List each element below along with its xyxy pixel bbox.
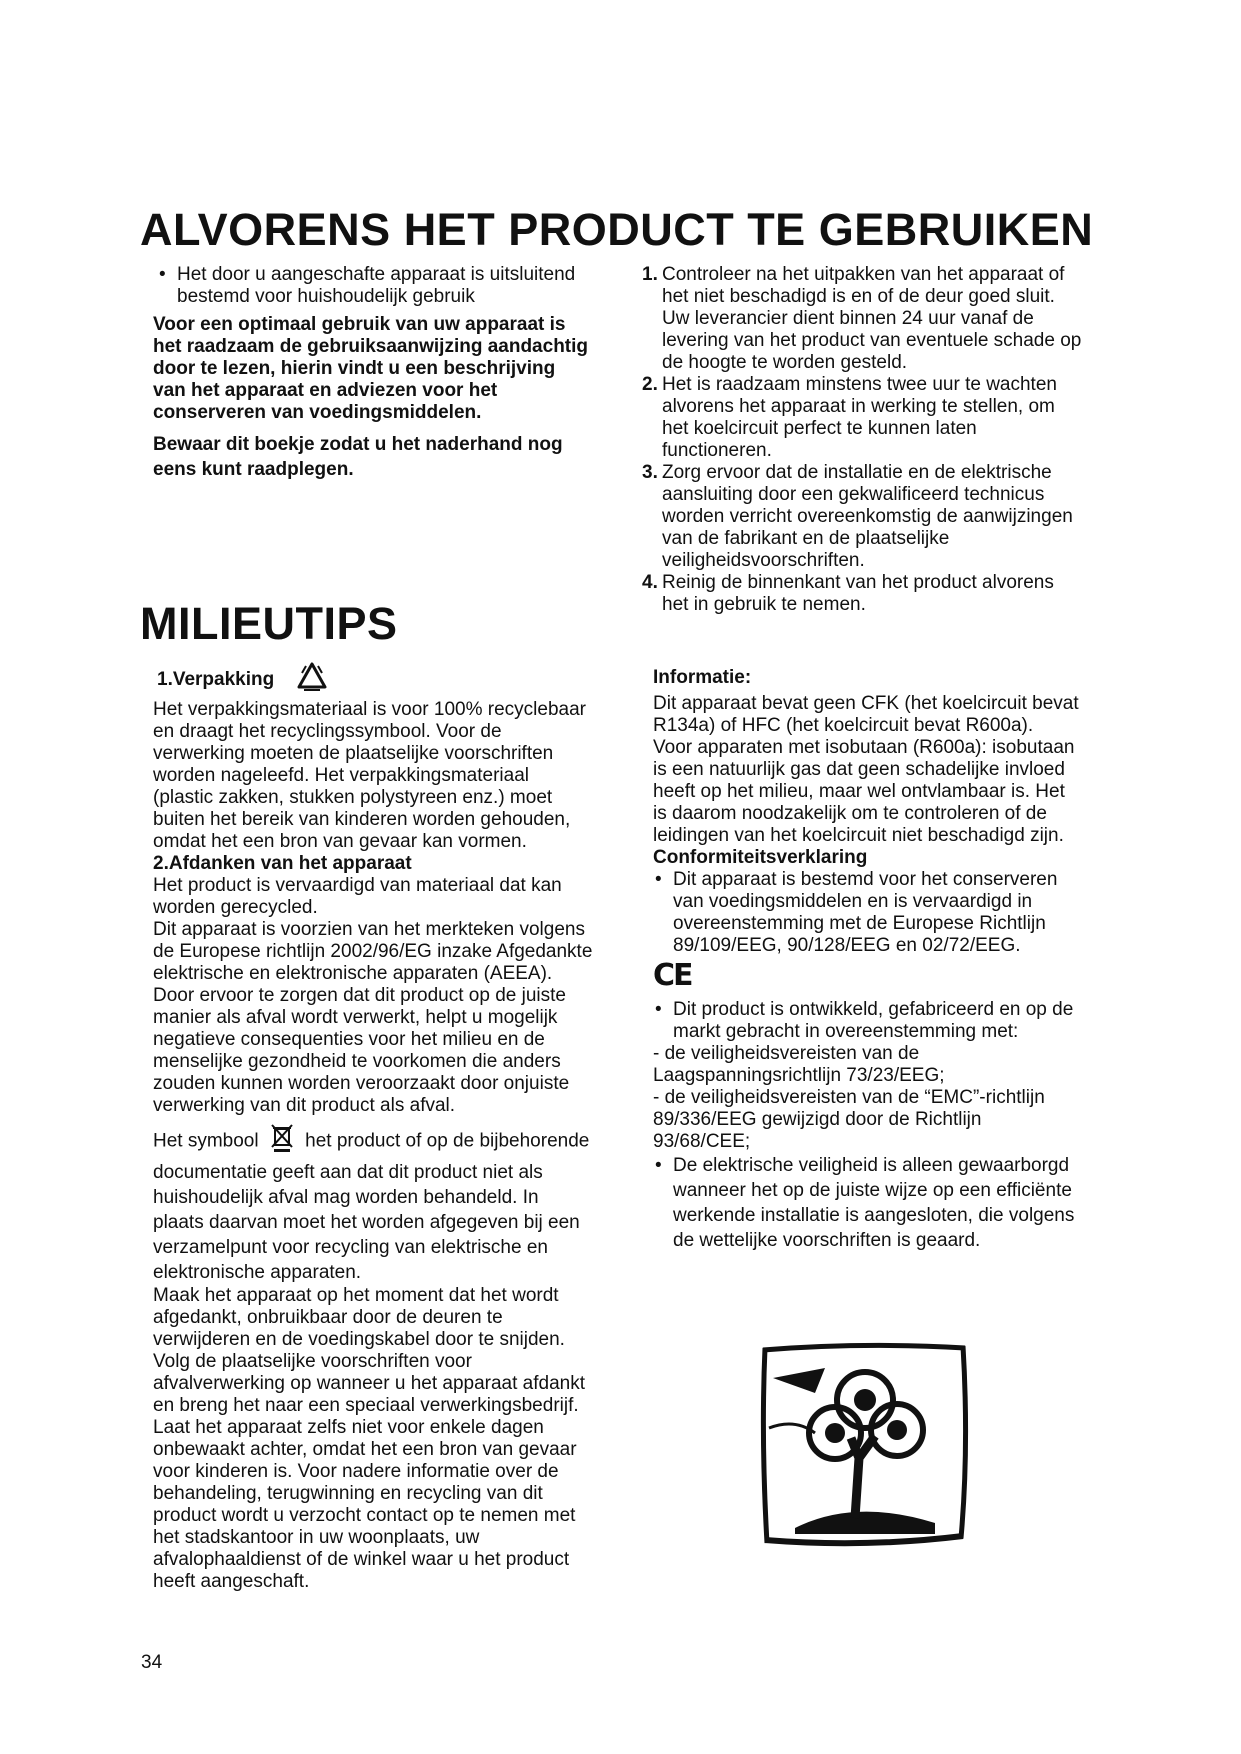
packaging-text: Het verpakkingsmateriaal is voor 100% recyclebaar en draagt het recyclingssymbool. Voor de verwerking moeten de plaatselijke voorschriften worden nageleefd. Het verpakkingsmateriaal (plastic zakken, stukken polystyreen enz.) moet buiten het bereik van kinderen worden gehouden, omdat het een bron van gevaar kan vormen. (153, 699, 586, 852)
step-item (642, 572, 1082, 616)
disposal-text-4: Maak het apparaat op het moment dat het wordt afgedankt, onbruikbaar door de deuren te verwijderen en de voedingskabel door te snijden. (153, 1285, 565, 1350)
ce-mark (653, 958, 1083, 999)
intro-section (153, 264, 593, 482)
steps-list (642, 264, 1082, 616)
symbol-text-start: Het symbool (153, 1130, 259, 1152)
conformity-bullet-2: • Dit product is ontwikkeld, gefabriceerd en op de markt gebracht in overeenstemming met: (653, 999, 1083, 1043)
page-title: ALVORENS HET PRODUCT TE GEBRUIKEN (140, 204, 1094, 255)
intro-bold-paragraph: Voor een optimaal gebruik van uw apparaat is het raadzaam de gebruiksaanwijzing aandachtig door te lezen, hierin vindt u een beschrijving van het apparaat en adviezen voor het conserveren van voedingsmiddelen. (153, 314, 589, 423)
symbol-text-end: het product of op de bijbehorende documentatie geeft aan dat dit product niet als huishoudelijk afval mag worden behandeld. In plaats daarvan moet het worden afgegeven bij een verzamelpunt voor recycling van elektrische en elektronische apparaten. (153, 1130, 590, 1283)
info-text-1: Dit apparaat bevat geen CFK (het koelcircuit bevat R134a) of HFC (het koelcircuit bevat R600a). (653, 693, 1079, 736)
step-number: 2. (642, 374, 658, 395)
intro-keep-booklet: Bewaar dit boekje zodat u het naderhand nog eens kunt raadplegen. (153, 434, 563, 480)
recycle-icon (294, 661, 330, 699)
electrical-safety-bullet: • De elektrische veiligheid is alleen gewaarborgd wanneer het op de juiste wijze op een efficiënte werkende installatie is aangesloten, die volgens de wettelijke voorschriften is geaard. (653, 1153, 1083, 1253)
packaging-heading-text: 1.Verpakking (157, 669, 275, 691)
step-number: 4. (642, 572, 658, 593)
conformity-heading: Conformiteitsverklaring (653, 847, 868, 868)
milieutips-title: MILIEUTIPS (140, 598, 398, 649)
disposal-text-2: Dit apparaat is voorzien van het merkteken volgens de Europese richtlijn 2002/96/EG inzake Afgedankte elektrische en elektronische apparaten (AEEA). (153, 919, 593, 984)
step-text: Reinig de binnenkant van het product alvorens het in gebruik te nemen. (662, 572, 1054, 615)
environment-right-column (653, 667, 1083, 1253)
step-text: Controleer na het uitpakken van het apparaat of het niet beschadigd is en of de deur goed sluit. Uw leverancier dient binnen 24 uur vanaf de levering van het product van eventuele schade op de hoogte te worden gesteld. (662, 264, 1082, 373)
step-number: 1. (642, 264, 658, 285)
page-number: 34 (141, 1652, 163, 1673)
emc-directive: - de veiligheidsvereisten van de “EMC”-richtlijn 89/336/EEG gewijzigd door de Richtlijn 93/68/CEE; (653, 1087, 1045, 1152)
low-voltage-directive: - de veiligheidsvereisten van de Laagspanningsrichtlijn 73/23/EEG; (653, 1043, 945, 1086)
step-number: 3. (642, 462, 658, 483)
packaging-heading (153, 661, 593, 699)
conformity-bullet-1: • Dit apparaat is bestemd voor het conserveren van voedingsmiddelen en is vervaardigd in overeenstemming met de Europese Richtlijn 89/109/EEG, 90/128/EEG en 02/72/EEG. (653, 869, 1083, 957)
step-item (642, 462, 1082, 572)
weee-bin-icon (270, 1123, 294, 1160)
disposal-text-3: Door ervoor te zorgen dat dit product op de juiste manier als afval wordt verwerkt, helpt u mogelijk negatieve consequenties voor het milieu en de menselijke gezondheid te voorkomen die anders zouden kunnen worden veroorzaakt door onjuiste verwerking van dit product als afval. (153, 985, 570, 1116)
intro-bullet: • Het door u aangeschafte apparaat is uitsluitend bestemd voor huishoudelijk gebruik (157, 264, 593, 308)
disposal-symbol-text (153, 1123, 593, 1285)
info-text-2: Voor apparaten met isobutaan (R600a): isobutaan is een natuurlijk gas dat geen schadelijke invloed heeft op het milieu, maar wel ontvlambaar is. Het is daarom noodzakelijk om te controleren of de leidingen van het koelcircuit niet beschadigd zijn. (653, 737, 1075, 846)
step-text: Zorg ervoor dat de installatie en de elektrische aansluiting door een gekwalificeerd technicus worden verricht overeenkomstig de aanwijzingen van de fabrikant en de plaatselijke veiligheidsvoorschriften. (662, 462, 1073, 571)
step-text: Het is raadzaam minstens twee uur te wachten alvorens het apparaat in werking te stellen, om het koelcircuit perfect te kunnen laten functioneren. (662, 374, 1057, 461)
environment-left-column (153, 661, 593, 1593)
step-item (642, 374, 1082, 462)
step-item (642, 264, 1082, 374)
disposal-text-1: Het product is vervaardigd van materiaal dat kan worden gerecycled. (153, 875, 562, 918)
info-heading: Informatie: (653, 667, 752, 688)
disposal-text-5: Volg de plaatselijke voorschriften voor afvalverwerking op wanneer u het apparaat afdankt en breng het naar een speciaal verwerkingsbedrijf. Laat het apparaat zelfs niet voor enkele dagen onbewaakt achter, omdat het een bron van gevaar voor kinderen is. Voor nadere informatie over de behandeling, terugwinning en recycling van dit product wordt u verzocht contact op te nemen met het stadskantoor in uw woonplaats, uw afvalophaaldienst of de winkel waar u het product heeft aangeschaft. (153, 1351, 585, 1592)
ce-mark-text: CE (653, 958, 692, 993)
disposal-heading: 2.Afdanken van het apparaat (153, 853, 412, 874)
environment-tree-illustration (755, 1338, 975, 1550)
